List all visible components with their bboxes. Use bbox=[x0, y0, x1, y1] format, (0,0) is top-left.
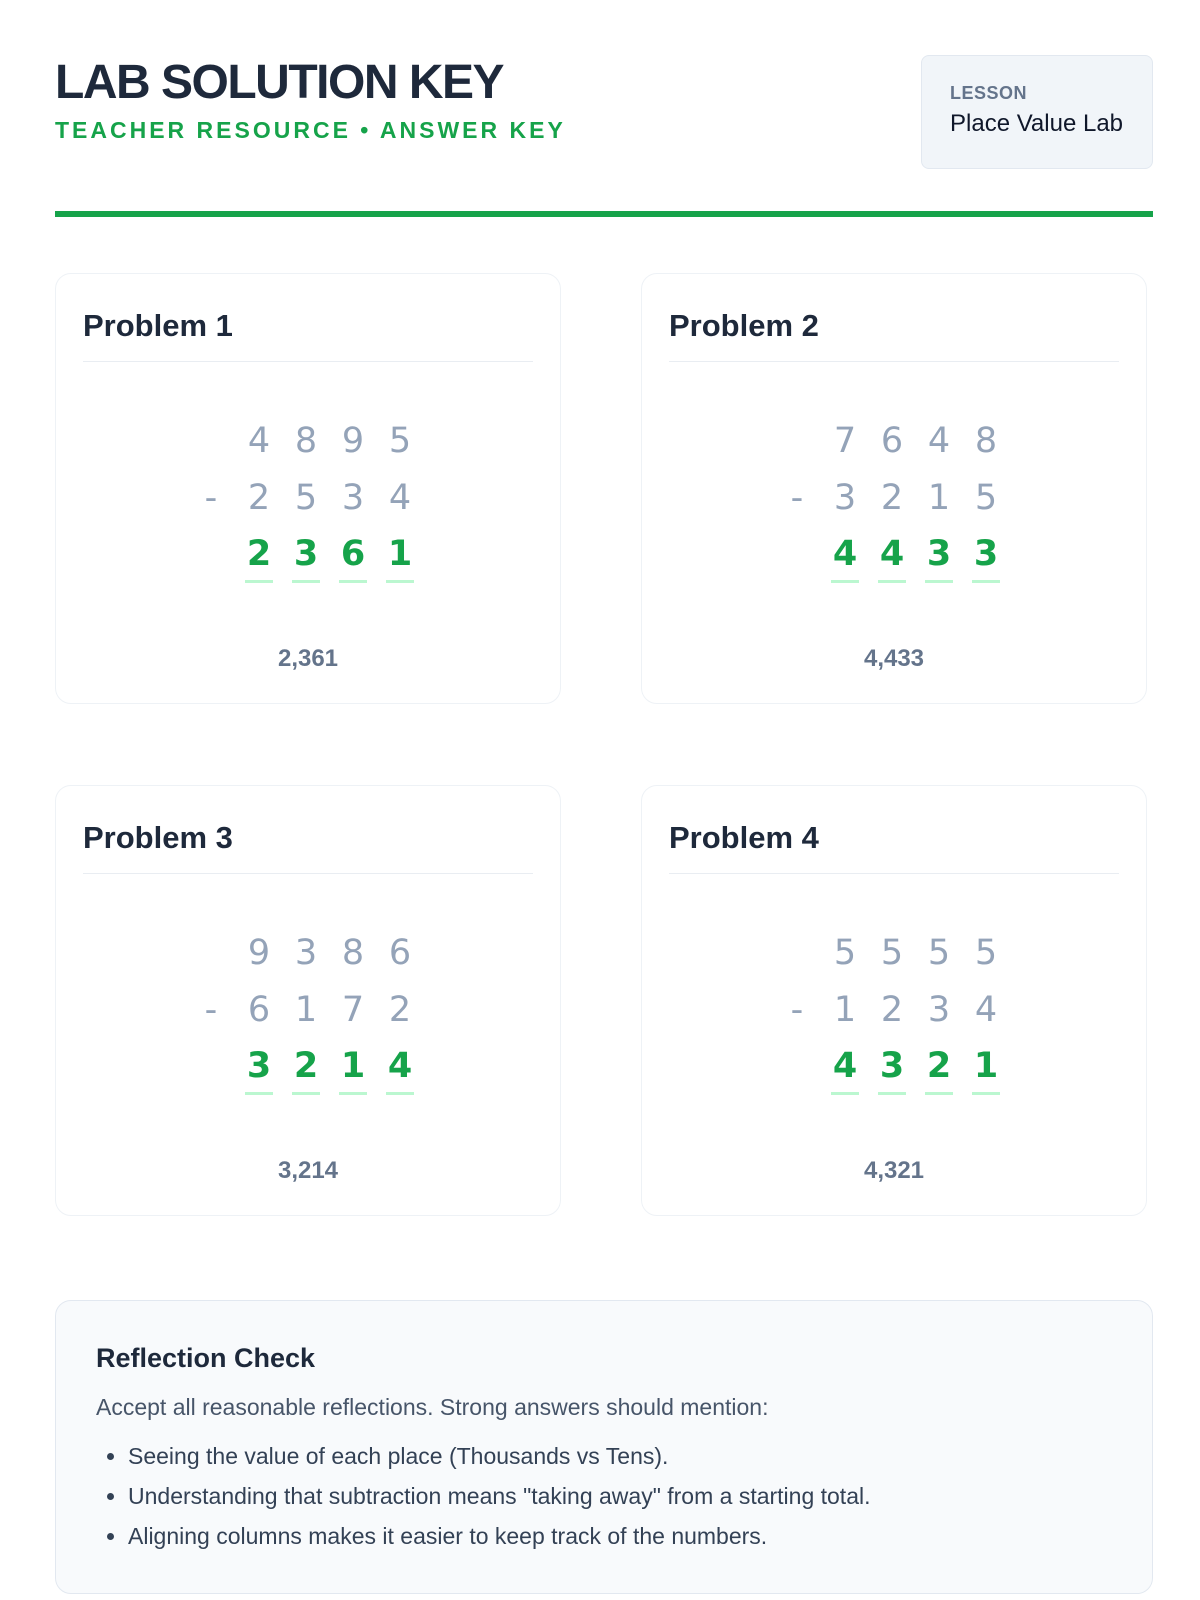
answer-row bbox=[56, 1042, 560, 1090]
digit: 4 bbox=[388, 478, 412, 518]
answer-digit: 1 bbox=[340, 1046, 366, 1086]
minus-sign: - bbox=[790, 990, 804, 1030]
list-item: • Aligning columns makes it easier to keep track of the numbers. bbox=[128, 1516, 1112, 1556]
lesson-label: LESSON bbox=[950, 83, 1028, 103]
subtrahend-row bbox=[56, 474, 560, 522]
card-divider bbox=[669, 873, 1119, 874]
digit: 5 bbox=[880, 933, 904, 973]
digit: 5 bbox=[974, 478, 998, 518]
answer-underline bbox=[831, 580, 859, 583]
answer-digit: 1 bbox=[387, 534, 413, 574]
answer-underline bbox=[972, 1092, 1000, 1095]
digit: 3 bbox=[341, 478, 365, 518]
answer-digit: 4 bbox=[832, 1046, 858, 1086]
reflection-intro: Accept all reasonable reflections. Strong answers should mention: bbox=[96, 1394, 769, 1420]
digit: 5 bbox=[927, 933, 951, 973]
digit: 7 bbox=[833, 421, 857, 461]
card-divider bbox=[83, 873, 533, 874]
answer-result: 4,321 bbox=[863, 1157, 925, 1184]
digit: 5 bbox=[294, 478, 318, 518]
answer-underline bbox=[878, 1092, 906, 1095]
answer-underline bbox=[878, 580, 906, 583]
page-subtitle: TEACHER RESOURCE • ANSWER KEY bbox=[55, 117, 566, 143]
answer-underline bbox=[245, 1092, 273, 1095]
subtrahend-row bbox=[642, 986, 1146, 1034]
answer-underline bbox=[386, 1092, 414, 1095]
answer-row bbox=[642, 530, 1146, 578]
reflection-list bbox=[96, 1436, 1112, 1556]
digit: 2 bbox=[247, 478, 271, 518]
card-divider bbox=[669, 361, 1119, 362]
answer-underline bbox=[831, 1092, 859, 1095]
answer-underline bbox=[339, 1092, 367, 1095]
problem-title: Problem 3 bbox=[83, 820, 233, 855]
problem-card-2 bbox=[641, 273, 1147, 704]
answer-underline bbox=[972, 580, 1000, 583]
digit: 4 bbox=[927, 421, 951, 461]
answer-result: 2,361 bbox=[277, 645, 339, 672]
answer-digit: 2 bbox=[293, 1046, 319, 1086]
subtrahend-row bbox=[642, 474, 1146, 522]
answer-row bbox=[56, 530, 560, 578]
digit: 5 bbox=[388, 421, 412, 461]
digit: 2 bbox=[880, 478, 904, 518]
digit: 1 bbox=[833, 990, 857, 1030]
digit: 7 bbox=[341, 990, 365, 1030]
digit: 4 bbox=[974, 990, 998, 1030]
answer-digit: 3 bbox=[973, 534, 999, 574]
answer-result: 4,433 bbox=[863, 645, 925, 672]
answer-underline bbox=[925, 1092, 953, 1095]
answer-result: 3,214 bbox=[277, 1157, 339, 1184]
page-title: LAB SOLUTION KEY bbox=[55, 56, 504, 109]
answer-digit: 3 bbox=[293, 534, 319, 574]
answer-digit: 2 bbox=[246, 534, 272, 574]
list-item: • Seeing the value of each place (Thousands vs Tens). bbox=[128, 1436, 1112, 1476]
minus-sign: - bbox=[790, 478, 804, 518]
minuend-row bbox=[56, 929, 560, 977]
answer-digit: 3 bbox=[926, 534, 952, 574]
answer-digit: 4 bbox=[832, 534, 858, 574]
answer-underline bbox=[245, 580, 273, 583]
answer-digit: 2 bbox=[926, 1046, 952, 1086]
digit: 3 bbox=[833, 478, 857, 518]
digit: 9 bbox=[341, 421, 365, 461]
minus-sign: - bbox=[204, 990, 218, 1030]
minuend-row bbox=[56, 417, 560, 465]
digit: 1 bbox=[927, 478, 951, 518]
digit: 5 bbox=[974, 933, 998, 973]
answer-underline bbox=[292, 580, 320, 583]
answer-digit: 1 bbox=[973, 1046, 999, 1086]
digit: 2 bbox=[388, 990, 412, 1030]
answer-digit: 6 bbox=[340, 534, 366, 574]
minuend-row bbox=[642, 929, 1146, 977]
digit: 1 bbox=[294, 990, 318, 1030]
answer-digit: 4 bbox=[387, 1046, 413, 1086]
lesson-value: Place Value Lab bbox=[950, 110, 1124, 137]
problem-card-4 bbox=[641, 785, 1147, 1216]
reflection-title: Reflection Check bbox=[96, 1343, 316, 1373]
answer-underline bbox=[339, 580, 367, 583]
card-divider bbox=[83, 361, 533, 362]
digit: 8 bbox=[341, 933, 365, 973]
answer-row bbox=[642, 1042, 1146, 1090]
answer-digit: 4 bbox=[879, 534, 905, 574]
minus-sign: - bbox=[204, 478, 218, 518]
problem-title: Problem 4 bbox=[669, 820, 819, 855]
answer-digit: 3 bbox=[879, 1046, 905, 1086]
digit: 6 bbox=[880, 421, 904, 461]
header-divider bbox=[55, 211, 1153, 217]
subtrahend-row bbox=[56, 986, 560, 1034]
list-item: • Understanding that subtraction means "taking away" from a starting total. bbox=[128, 1476, 1112, 1516]
digit: 8 bbox=[974, 421, 998, 461]
digit: 3 bbox=[927, 990, 951, 1030]
digit: 4 bbox=[247, 421, 271, 461]
lesson-badge bbox=[921, 55, 1153, 169]
problem-title: Problem 1 bbox=[83, 308, 233, 343]
page-header bbox=[55, 55, 1153, 175]
answer-underline bbox=[925, 580, 953, 583]
digit: 9 bbox=[247, 933, 271, 973]
digit: 6 bbox=[247, 990, 271, 1030]
digit: 5 bbox=[833, 933, 857, 973]
digit: 2 bbox=[880, 990, 904, 1030]
answer-underline bbox=[386, 580, 414, 583]
problem-title: Problem 2 bbox=[669, 308, 819, 343]
digit: 3 bbox=[294, 933, 318, 973]
problem-card-1 bbox=[55, 273, 561, 704]
digit: 8 bbox=[294, 421, 318, 461]
problem-card-3 bbox=[55, 785, 561, 1216]
digit: 6 bbox=[388, 933, 412, 973]
minuend-row bbox=[642, 417, 1146, 465]
answer-underline bbox=[292, 1092, 320, 1095]
answer-digit: 3 bbox=[246, 1046, 272, 1086]
reflection-check-panel bbox=[55, 1300, 1153, 1594]
